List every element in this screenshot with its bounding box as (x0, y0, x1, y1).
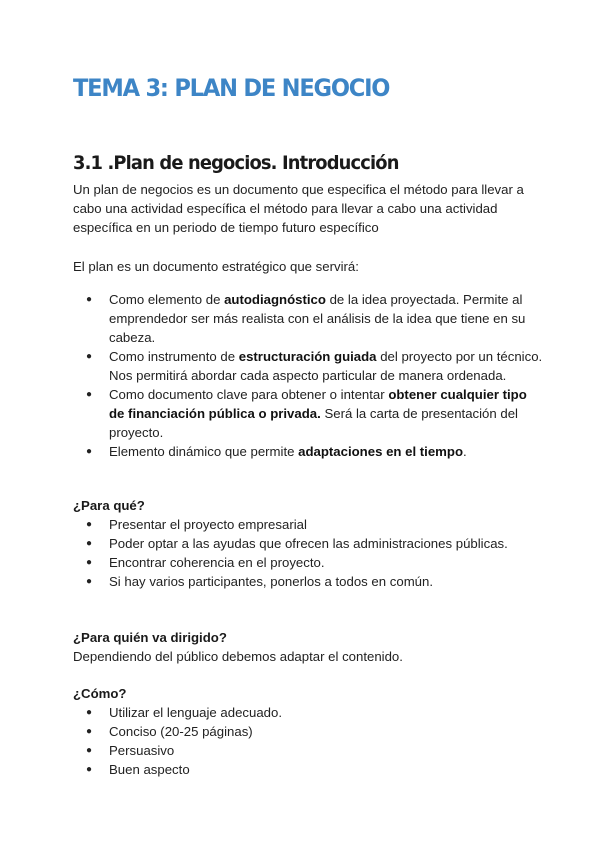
list-item: ● Conciso (20-25 páginas) (73, 722, 543, 741)
section-heading: 3.1 .Plan de negocios. Introducción (73, 152, 399, 174)
list-item: ● Como documento clave para obtener o intentar obtener cualquier tipo de financiación pública o privada. Será la carta de presentación del proyecto. (73, 385, 543, 442)
como-heading: ¿Cómo? (73, 686, 127, 701)
lead-paragraph: El plan es un documento estratégico que servirá: (73, 259, 359, 274)
purpose-list (73, 290, 543, 461)
para-que-list (73, 515, 543, 591)
para-quien-text: Dependiendo del público debemos adaptar el contenido. (73, 649, 403, 664)
list-item: ● Como elemento de autodiagnóstico de la idea proyectada. Permite al emprendedor ser más realista con el análisis de la idea que tiene en su cabeza. (73, 290, 543, 347)
document-title: TEMA 3: PLAN DE NEGOCIO (73, 74, 390, 102)
para-que-heading: ¿Para qué? (73, 498, 145, 513)
list-item: ● Buen aspecto (73, 760, 543, 779)
list-item: ● Si hay varios participantes, ponerlos a todos en común. (73, 572, 543, 591)
list-item: ● Persuasivo (73, 741, 543, 760)
list-item: ● Encontrar coherencia en el proyecto. (73, 553, 543, 572)
list-item: ● Como instrumento de estructuración guiada del proyecto por un técnico. Nos permitirá abordar cada aspecto particular de manera ordenada. (73, 347, 543, 385)
list-item: ● Elemento dinámico que permite adaptaciones en el tiempo. (73, 442, 543, 461)
list-item: ● Utilizar el lenguaje adecuado. (73, 703, 543, 722)
intro-paragraph: Un plan de negocios es un documento que especifica el método para llevar a cabo una actividad específica el método para llevar a cabo una actividad específica en un periodo de tiempo futuro específico (73, 182, 524, 235)
list-item: ● Poder optar a las ayudas que ofrecen las administraciones públicas. (73, 534, 543, 553)
como-list (73, 703, 543, 779)
list-item: ● Presentar el proyecto empresarial (73, 515, 543, 534)
para-quien-heading: ¿Para quién va dirigido? (73, 630, 227, 645)
